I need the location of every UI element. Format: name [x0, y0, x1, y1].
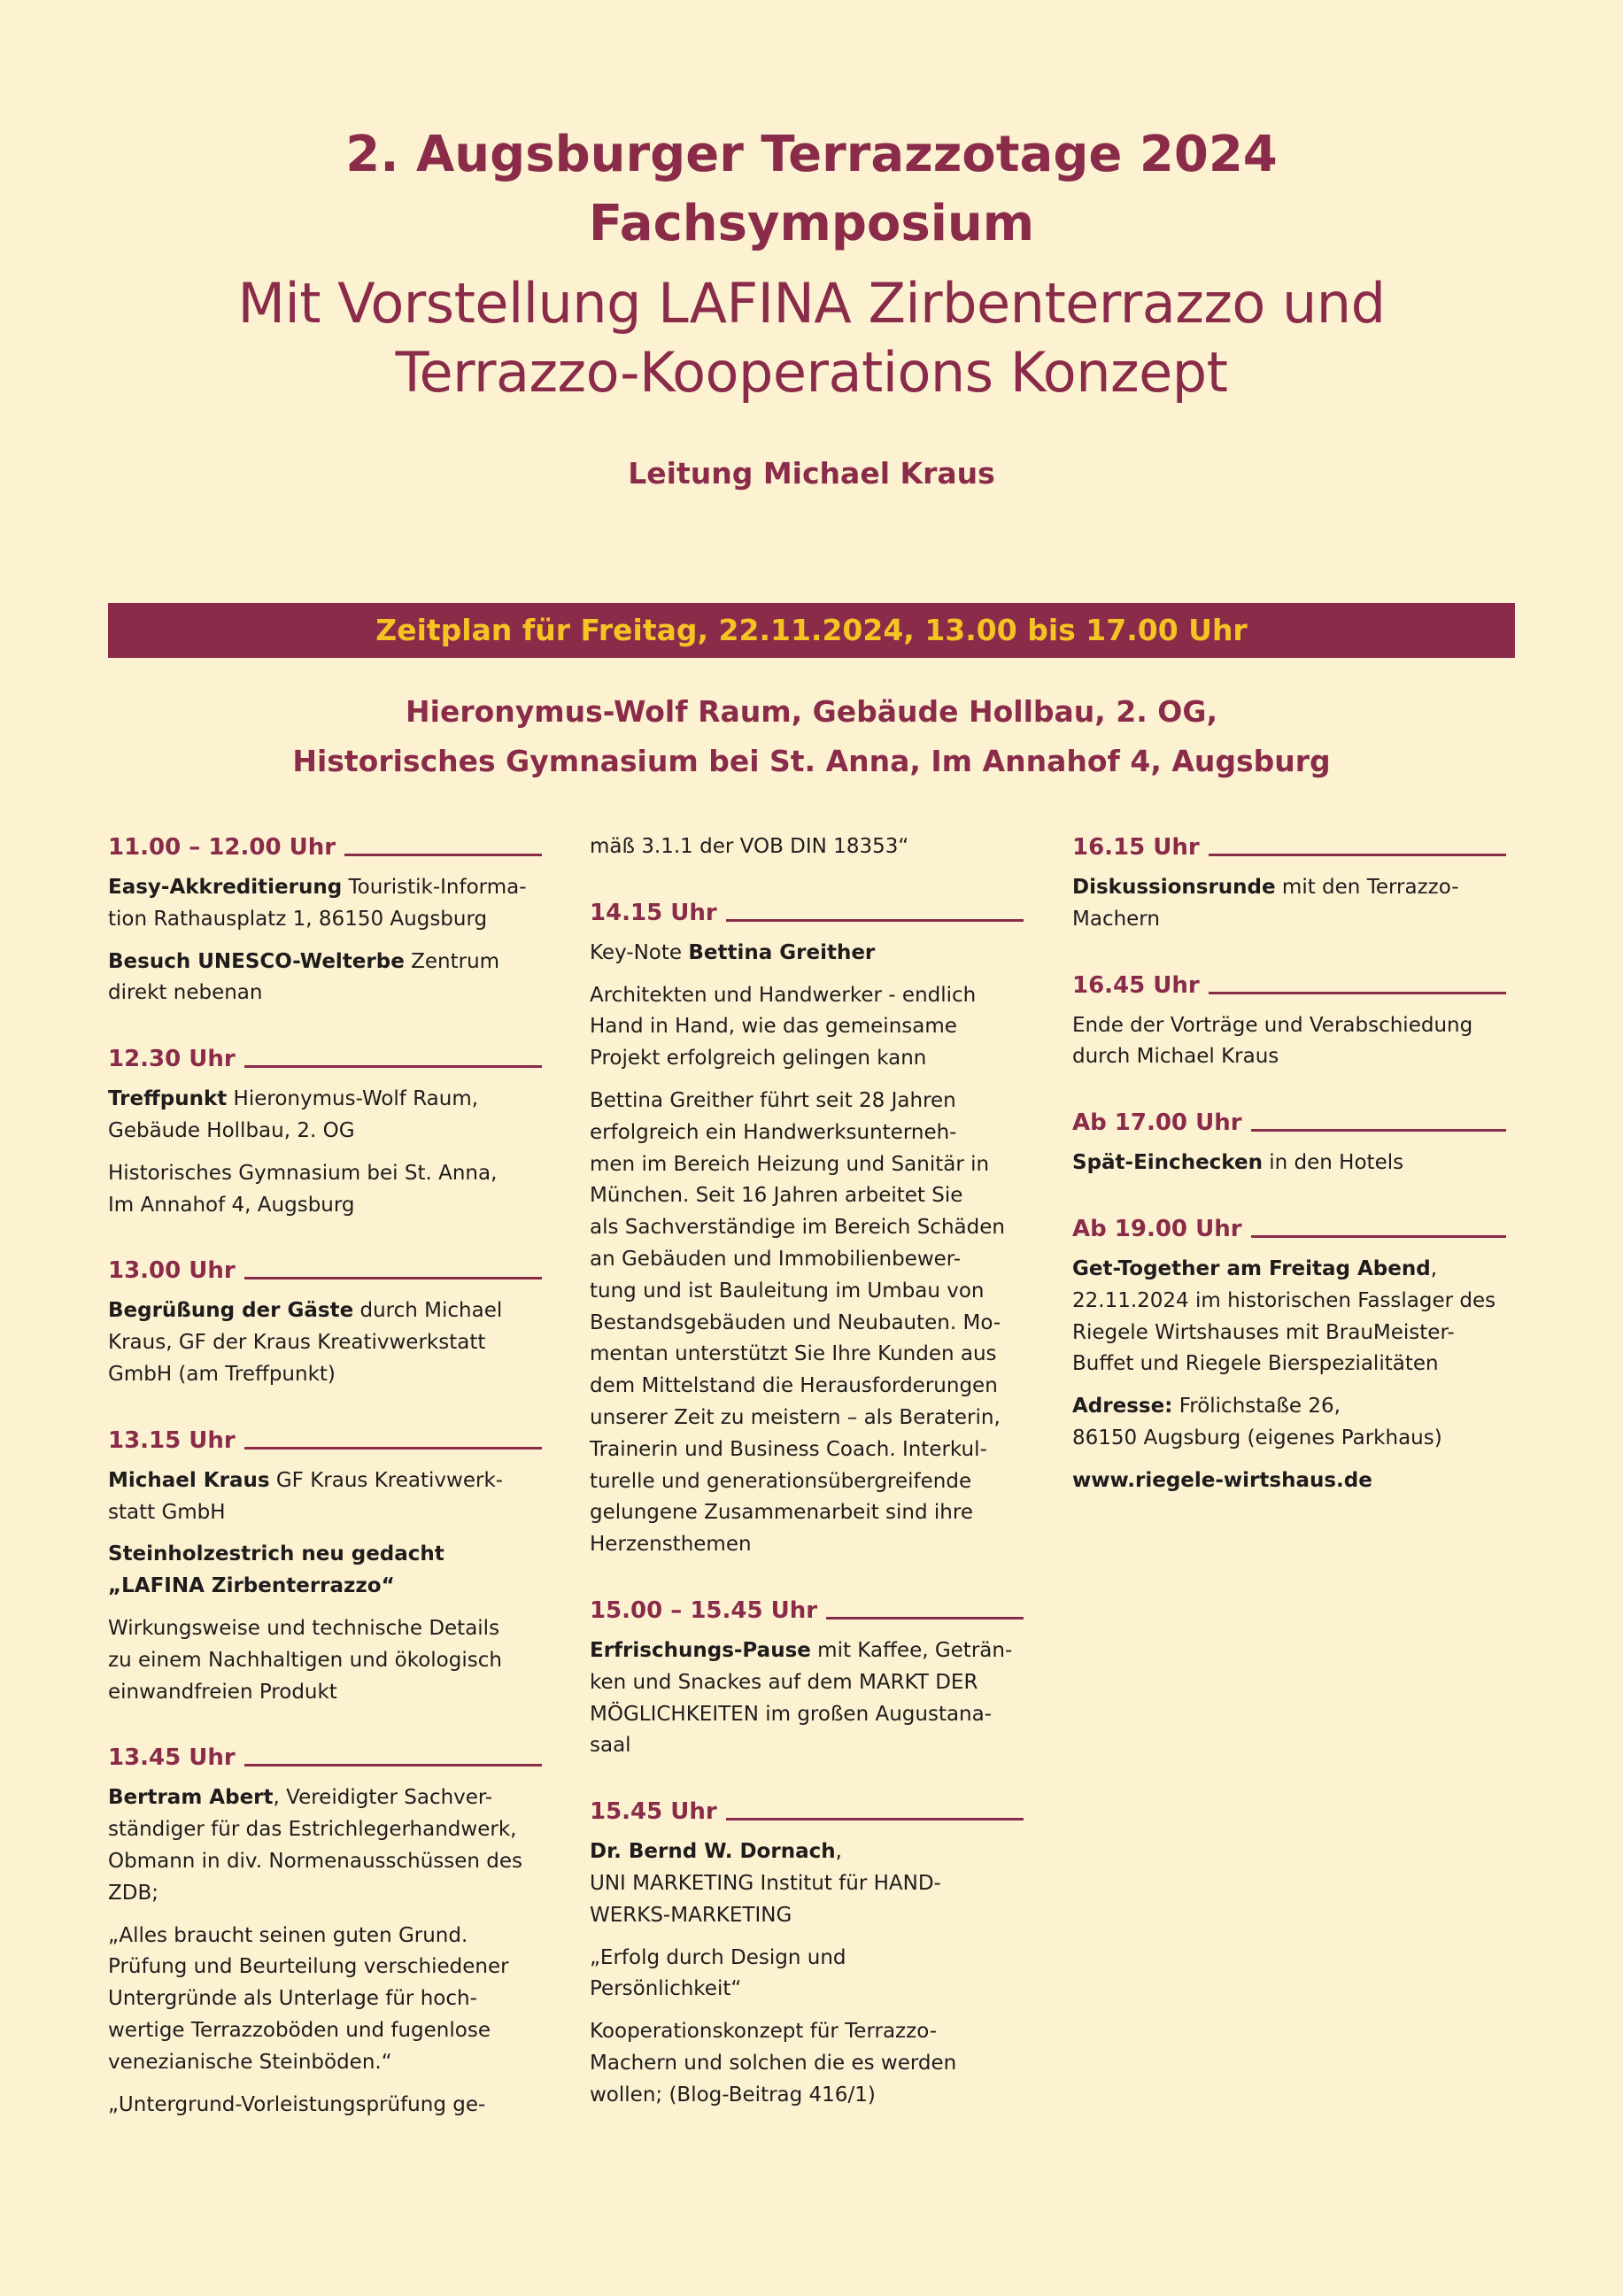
- entry-bold: Bettina Greither: [688, 940, 876, 964]
- time-label: 13.00 Uhr: [108, 1257, 236, 1285]
- entry-normal: Zentrum direkt nebenan: [108, 949, 500, 1005]
- entry-text: [590, 1836, 1024, 1931]
- schedule-entry: [1072, 1213, 1506, 1497]
- time-heading: [108, 1043, 542, 1075]
- entry-text: [590, 1635, 1024, 1762]
- time-label: 14.15 Uhr: [590, 899, 717, 926]
- entry-normal: , 22.11.2024 im historischen Fasslager des Riegele Wirtshauses mit BrauMeister- Buffet und Riegele Bierspezialitäten: [1072, 1256, 1496, 1376]
- venue-line-1: Hieronymus-Wolf Raum, Gebäude Hollbau, 2. OG,: [406, 694, 1217, 729]
- entry-text: „Alles braucht seinen guten Grund. Prüfung und Beurteilung verschiedener Untergründe als Unterlage für hoch- wertige Terrazzoböden und fugenlose venezianische Steinböden.“: [108, 1923, 509, 2074]
- schedule-entry: [108, 1425, 542, 1709]
- divider: [244, 1447, 542, 1449]
- time-heading: [590, 1796, 1024, 1828]
- time-label: 15.45 Uhr: [590, 1798, 717, 1826]
- entry-text: [108, 872, 542, 936]
- divider: [1251, 1129, 1506, 1132]
- schedule-entry: [108, 1043, 542, 1221]
- divider: [1251, 1235, 1506, 1238]
- entry-bold: Get-Together am Freitag Abend: [1072, 1256, 1431, 1280]
- entry-normal: GF Kraus Kreativwerk- statt GmbH: [108, 1468, 504, 1524]
- entry-normal: Touristik-Informa- tion Rathausplatz 1, 86150 Augsburg: [108, 876, 527, 931]
- title-line-2: Fachsymposium: [588, 195, 1035, 252]
- entry-bold: Erfrischungs-Pause: [590, 1638, 811, 1662]
- entry-text: „Untergrund-Vorleistungsprüfung ge-: [108, 2092, 486, 2116]
- entry-bold: Spät-Einchecken: [1072, 1151, 1263, 1175]
- entry-normal: durch Michael Kraus, GF der Kraus Kreativwerkstatt GmbH (am Treffpunkt): [108, 1299, 503, 1386]
- time-label: Ab 17.00 Uhr: [1072, 1109, 1242, 1137]
- divider: [344, 854, 542, 856]
- entry-text: Architekten und Handwerker - endlich Hand in Hand, wie das gemeinsame Projekt erfolgreich gelingen kann: [590, 983, 977, 1071]
- time-heading: [108, 1425, 542, 1457]
- entry-text: Wirkungsweise und technische Details zu einem Nachhaltigen und ökologisch einwandfreien Produkt: [108, 1616, 502, 1704]
- entry-bold: Steinholzestrich neu gedacht „LAFINA Zirbenterrazzo“: [108, 1542, 444, 1598]
- entry-text: Kooperationskonzept für Terrazzo- Machern und solchen die es werden wollen; (Blog-Beitrag 416/1): [590, 2020, 957, 2107]
- divider: [1209, 854, 1506, 856]
- entry-text: „Erfolg durch Design und Persönlichkeit“: [590, 1945, 846, 2001]
- entry-text: [108, 1465, 542, 1529]
- entry-text: [108, 1295, 542, 1390]
- schedule-entry-continued: [590, 831, 1024, 863]
- schedule-column-3: [1072, 831, 1506, 1531]
- time-heading: [1072, 1213, 1506, 1245]
- entry-bold: Treffpunkt: [108, 1087, 228, 1111]
- schedule-column-1: [108, 831, 542, 2154]
- time-label: Ab 19.00 Uhr: [1072, 1215, 1242, 1242]
- divider: [244, 1764, 542, 1766]
- schedule-entry: [1072, 1107, 1506, 1179]
- time-heading: [108, 831, 542, 863]
- divider: [244, 1277, 542, 1279]
- entry-normal: mit den Terrazzo- Machern: [1072, 876, 1459, 931]
- divider: [726, 1818, 1024, 1821]
- schedule-entry: [1072, 970, 1506, 1074]
- schedule-column-2: [590, 831, 1024, 2145]
- schedule-entry: [108, 831, 542, 1009]
- entry-bold: Easy-Akkreditierung: [108, 876, 343, 899]
- entry-text: [1072, 1148, 1506, 1179]
- entry-bold: Adresse:: [1072, 1395, 1173, 1419]
- entry-normal: Key-Note: [590, 940, 689, 964]
- time-heading: [1072, 1107, 1506, 1139]
- time-heading: [108, 1255, 542, 1287]
- entry-bold: Michael Kraus: [108, 1468, 270, 1492]
- entry-normal: in den Hotels: [1262, 1151, 1404, 1175]
- entry-text: [108, 1539, 542, 1603]
- entry-text: Historisches Gymnasium bei St. Anna, Im Annahof 4, Augsburg: [108, 1161, 498, 1217]
- subtitle-line-1: Mit Vorstellung LAFINA Zirbenterrazzo und: [237, 271, 1386, 336]
- entry-text: Bettina Greither führt seit 28 Jahren erfolgreich ein Handwerksunterneh- men im Bereich Heizung und Sanitär in München. Seit 16 Jahren arbeitet Sie als Sachverständige im Bereich Schäden an Gebäuden und Immobilienbewer- tung und ist Bauleitung im Umbau von Bestandsgebäuden und Neubauten. Mo- mentan unterstützt Sie Ihre Kunden aus dem Mittelstand die Herausforderungen unserer Zeit zu meistern – als Beraterin, Trainerin und Business Coach. Interkul- turelle und generationsübergreifende gelungene Zusammenarbeit sind ihre Herzensthemen: [590, 1088, 1005, 1557]
- entry-text: [108, 1782, 542, 1909]
- time-heading: [590, 1595, 1024, 1627]
- time-label: 15.00 – 15.45 Uhr: [590, 1596, 818, 1624]
- entry-text: [1072, 872, 1506, 936]
- lead-text: Leitung Michael Kraus: [628, 456, 995, 491]
- title-line-1: 2. Augsburger Terrazzotage 2024: [345, 126, 1278, 183]
- time-heading: [108, 1742, 542, 1774]
- time-heading: [590, 897, 1024, 929]
- divider: [1209, 992, 1506, 994]
- time-label: 13.15 Uhr: [108, 1426, 236, 1454]
- time-label: 16.15 Uhr: [1072, 834, 1200, 861]
- divider: [726, 919, 1024, 922]
- entry-bold: Bertram Abert: [108, 1786, 274, 1810]
- schedule-entry: [590, 897, 1024, 1561]
- schedule-entry: [590, 1796, 1024, 2111]
- website-link-text[interactable]: www.riegele-wirtshaus.de: [1072, 1468, 1372, 1492]
- time-label: 12.30 Uhr: [108, 1046, 236, 1073]
- website-link[interactable]: [1072, 1465, 1506, 1497]
- schedule-entry: [1072, 831, 1506, 936]
- time-heading: [1072, 970, 1506, 1001]
- entry-text: [108, 947, 542, 1010]
- time-label: 11.00 – 12.00 Uhr: [108, 834, 336, 861]
- entry-bold: Begrüßung der Gäste: [108, 1299, 354, 1323]
- venue-line-2: Historisches Gymnasium bei St. Anna, Im Annahof 4, Augsburg: [292, 744, 1331, 778]
- schedule-entry: [108, 1255, 542, 1390]
- entry-text: [1072, 1391, 1506, 1455]
- entry-normal: Frölichstaße 26, 86150 Augsburg (eigenes Parkhaus): [1072, 1395, 1442, 1449]
- divider: [826, 1617, 1024, 1620]
- entry-bold: Diskussionsrunde: [1072, 876, 1276, 899]
- entry-normal: , Vereidigter Sachver- ständiger für das Estrichlegerhandwerk, Obmann in div. Normenausschüssen des ZDB;: [108, 1786, 523, 1905]
- divider: [244, 1065, 542, 1068]
- entry-text: Ende der Vorträge und Verabschiedung durch Michael Kraus: [1072, 1013, 1473, 1069]
- entry-text: [108, 1084, 542, 1148]
- schedule-banner: Zeitplan für Freitag, 22.11.2024, 13.00 bis 17.00 Uhr: [108, 603, 1515, 658]
- entry-normal: , UNI MARKETING Institut für HAND- WERKS-MARKETING: [590, 1840, 941, 1927]
- time-heading: [1072, 831, 1506, 863]
- entry-normal: Hieronymus-Wolf Raum, Gebäude Hollbau, 2. OG: [108, 1087, 479, 1142]
- schedule-entry: [108, 1742, 542, 2121]
- entry-bold: Dr. Bernd W. Dornach: [590, 1840, 836, 1864]
- subtitle-line-2: Terrazzo-Kooperations Konzept: [395, 340, 1228, 405]
- entry-text: [1072, 1254, 1506, 1380]
- time-label: 16.45 Uhr: [1072, 971, 1200, 999]
- entry-bold: Besuch UNESCO-Welterbe: [108, 949, 405, 973]
- entry-normal: mit Kaffee, Geträn- ken und Snackes auf dem MARKT DER MÖGLICHKEITEN im großen Augustana- saal: [590, 1638, 1013, 1758]
- entry-text: mäß 3.1.1 der VOB DIN 18353“: [590, 835, 909, 858]
- time-label: 13.45 Uhr: [108, 1744, 236, 1772]
- schedule-entry: [590, 1595, 1024, 1762]
- entry-text: [590, 938, 1024, 970]
